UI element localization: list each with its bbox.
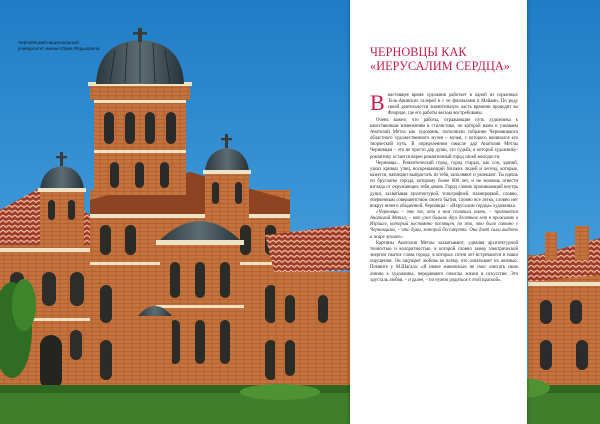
- dropcap: В: [370, 90, 385, 115]
- article-body: [370, 90, 518, 284]
- article-page: [350, 0, 527, 424]
- photo-caption: Черновецкий национальный университет имени Юрия Федьковича: [18, 40, 100, 51]
- article-title: ЧЕРНОВЦЫ КАК «ИЕРУСАЛИМ СЕРДЦА»: [370, 45, 510, 73]
- quote-paragraph: «Черновцы – это то, что в нем сплавили земно, – признается Анатолий Метла, – вот уже больше двух десятков лет я проживаю в Израиле, который постоянно посвящен, по это, что было связано с Черновцами, – что дума, которой бессмертна. Она дает силы выдото и жаре лучшее».: [370, 209, 518, 240]
- paragraph-text: настоящее время художник работает в одной из серьезных Тель-Авивских галерей и с ее филиалами в Майами. По роду своей деятельности значительную часть времени проводит во Флориде, где его работы весьма востребованы.: [387, 93, 518, 117]
- paragraph: Картины Анатолия Метлы захватывают, удивляя архитектурной точностью и колоритностью, в которой словно замер электрической энергии сжатое слова города, в которых сотни лет встречаются и наши ощущения. Он ощущает любовь ко всему, что охватывает их жизнью. Помните у М.Шагала: «Я иначе живописью не смог описать свою линию к художника, передавшего смыслы жизни в искусстве; Это хрусталь любви, – и далее, – по нужно родиться с этой краской».: [370, 240, 518, 283]
- paragraph: Черновцы... Романтический город, город старых, как сон, зданий, узких кривых улиц, воскрешающий близких людей и легенд, которые, кажется, начинают выпрастать из тебя, заполняют и увлекают. Ты идешь по брусчатке города, которому более 600 лет, и не можешь отвести взгляда от окружающих тебя домов. Город словно проникающий внутрь души, захватывая архитектурой, топографией, планировкой, словно, очерченным совершенством своего бытия, словно все легко, словно нет вокруг ничего обыденной. Черновцы – «Иерусалим сердца» художника.: [370, 160, 518, 209]
- paragraph: Очень важно, что работы, отражающие путь художника к качественным изменениям в стилистике, по которой нами и узнаваем Анатолий Метла как художник, пополнили собрание Черновицкого областного художественного музея – музея, с которого начинался его творческий путь. В определенном смысле дар Анатолия Метлы Черновцам – это не просто дар души, это судьба, в которой художнику-романтику остается верен романтичный город своей молодости.: [370, 117, 518, 160]
- paragraph-first: [370, 90, 518, 118]
